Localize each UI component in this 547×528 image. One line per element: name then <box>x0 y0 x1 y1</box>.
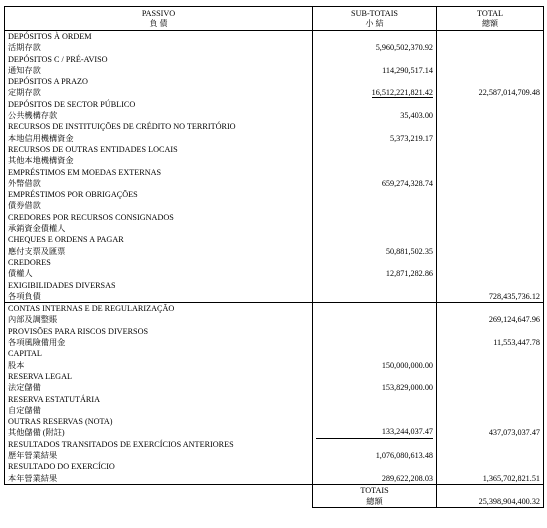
account-name-cn: 法定儲備 <box>8 383 41 393</box>
total-value: 22,587,014,709.48 <box>478 88 540 98</box>
account-cell <box>5 416 313 439</box>
subtotal-cell <box>313 99 437 122</box>
account-cell <box>5 212 313 235</box>
account-name-cn: 本地信用機構資金 <box>8 133 74 143</box>
total-cell <box>437 54 544 77</box>
account-name-pt: EXIGIBILIDADES DIVERSAS <box>8 280 116 290</box>
total-cell <box>437 212 544 235</box>
account-cell <box>5 348 313 371</box>
account-name-cn: 債權人 <box>8 269 33 279</box>
total-cell <box>437 371 544 394</box>
header-subtotais-cn: 小 結 <box>365 18 384 28</box>
subtotal-value: 114,290,517.14 <box>382 65 433 75</box>
account-name-cn: 通知存款 <box>8 65 41 75</box>
account-name-pt: RESERVA LEGAL <box>8 371 73 381</box>
subtotal-cell <box>313 303 437 326</box>
account-name-pt: RESULTADO DO EXERCÍCIO <box>8 462 115 472</box>
account-cell <box>5 234 313 257</box>
account-cell <box>5 76 313 99</box>
liabilities-table <box>4 6 544 508</box>
subtotal-cell <box>313 257 437 280</box>
totals-label <box>5 484 313 508</box>
subtotal-value: 153,829,000.00 <box>381 383 433 393</box>
subtotal-cell <box>313 326 437 349</box>
table-row <box>5 144 544 167</box>
account-cell <box>5 54 313 77</box>
subtotal-value: 289,622,208.03 <box>381 473 433 483</box>
total-cell <box>437 121 544 144</box>
subtotal-value: 5,373,219.17 <box>390 133 433 143</box>
subtotal-cell <box>313 416 437 439</box>
total-cell <box>437 31 544 54</box>
account-name-pt: CREDORES POR RECURSOS CONSIGNADOS <box>8 212 174 222</box>
table-row <box>5 394 544 417</box>
account-name-cn: 本年營業結果 <box>8 473 58 483</box>
account-name-pt: RECURSOS DE INSTITUIÇÕES DE CRÉDITO NO TERRITÓRIO <box>8 122 236 132</box>
table-row <box>5 257 544 280</box>
subtotal-cell <box>313 371 437 394</box>
subtotal-cell <box>313 348 437 371</box>
account-name-pt: DEPÓSITOS C / PRÉ-AVISO <box>8 54 108 64</box>
subtotal-cell <box>313 234 437 257</box>
table-header <box>5 7 544 31</box>
total-value: 728,435,736.12 <box>488 291 540 301</box>
total-cell <box>437 439 544 462</box>
account-cell <box>5 257 313 280</box>
totals-label-cell <box>313 484 437 508</box>
header-passivo-pt: PASSIVO <box>141 8 176 18</box>
header-subtotais <box>313 7 437 31</box>
header-total <box>437 7 544 31</box>
subtotal-cell <box>313 31 437 54</box>
table-row <box>5 371 544 394</box>
subtotal-value: 150,000,000.00 <box>381 360 433 370</box>
subtotal-value: 12,871,282.86 <box>385 269 433 279</box>
subtotal-cell <box>313 461 437 484</box>
table-row <box>5 121 544 144</box>
grand-total-value: 25,398,904,400.32 <box>478 497 540 507</box>
account-cell <box>5 144 313 167</box>
total-cell <box>437 461 544 484</box>
total-cell <box>437 99 544 122</box>
account-cell <box>5 99 313 122</box>
total-value: 1,365,702,821.51 <box>482 473 540 483</box>
table-row <box>5 416 544 439</box>
table-row <box>5 439 544 462</box>
account-name-cn: 各項風險備用金 <box>8 338 66 348</box>
total-cell <box>437 189 544 212</box>
totals-row <box>5 484 544 508</box>
account-name-pt: RESERVA ESTATUTÁRIA <box>8 394 101 404</box>
table-row <box>5 212 544 235</box>
account-name-cn: 債券借款 <box>8 201 41 211</box>
account-name-cn: 外幣借款 <box>8 178 41 188</box>
account-name-pt: EMPRÉSTIMOS POR OBRIGAÇÕES <box>8 190 138 200</box>
table-row <box>5 461 544 484</box>
subtotal-cell <box>313 121 437 144</box>
total-value: 437,073,037.47 <box>488 428 540 438</box>
table-row <box>5 234 544 257</box>
account-name-pt: CONTAS INTERNAS E DE REGULARIZAÇÃO <box>8 304 175 314</box>
account-name-pt: DEPÓSITOS A PRAZO <box>8 77 88 87</box>
account-name-cn: 各項負債 <box>8 291 41 301</box>
account-cell <box>5 167 313 190</box>
header-total-pt: TOTAL <box>476 8 504 18</box>
account-cell <box>5 394 313 417</box>
table-row <box>5 76 544 99</box>
account-name-cn: 定期存款 <box>8 88 41 98</box>
account-name-pt: PROVISÕES PARA RISCOS DIVERSOS <box>8 326 149 336</box>
table-row <box>5 167 544 190</box>
subtotal-cell <box>313 76 437 99</box>
grand-total-cell <box>437 484 544 508</box>
account-cell <box>5 439 313 462</box>
totals-label-pt: TOTAIS <box>360 485 389 495</box>
total-cell <box>437 416 544 439</box>
account-name-cn: 股本 <box>8 360 25 370</box>
total-cell <box>437 348 544 371</box>
table-row <box>5 54 544 77</box>
total-cell <box>437 167 544 190</box>
subtotal-cell <box>313 439 437 462</box>
account-name-cn: 應付支票及匯票 <box>8 246 66 256</box>
account-name-cn: 其他儲備 (附註) <box>8 428 65 438</box>
header-total-cn: 總額 <box>482 18 498 28</box>
header-passivo-cn: 負 債 <box>149 18 168 28</box>
subtotal-cell <box>313 394 437 417</box>
account-cell <box>5 31 313 54</box>
account-name-cn: 歷年營業結果 <box>8 450 58 460</box>
totals-label-cn: 總額 <box>366 497 383 507</box>
subtotal-value: 16,512,221,821.42 <box>371 88 433 98</box>
subtotal-cell <box>313 280 437 303</box>
total-cell <box>437 394 544 417</box>
total-cell <box>437 326 544 349</box>
account-name-pt: CHEQUES E ORDENS A PAGAR <box>8 235 124 245</box>
header-passivo <box>5 7 313 31</box>
total-cell <box>437 257 544 280</box>
total-cell <box>437 303 544 326</box>
account-cell <box>5 461 313 484</box>
account-name-cn: 公共機構存款 <box>8 111 58 121</box>
account-name-cn: 自定儲備 <box>8 405 41 415</box>
account-name-pt: DEPÓSITOS DE SECTOR PÚBLICO <box>8 99 136 109</box>
total-cell <box>437 76 544 99</box>
account-cell <box>5 189 313 212</box>
header-subtotais-pt: SUB-TOTAIS <box>351 8 398 18</box>
account-name-pt: RECURSOS DE OUTRAS ENTIDADES LOCAIS <box>8 144 178 154</box>
subtotal-cell <box>313 212 437 235</box>
subtotal-cell <box>313 54 437 77</box>
account-name-pt: CREDORES <box>8 257 51 267</box>
table-row <box>5 189 544 212</box>
subtotal-value: 50,881,502.35 <box>385 246 433 256</box>
table-row <box>5 348 544 371</box>
subtotal-value: 5,960,502,370.92 <box>375 43 433 53</box>
total-cell <box>437 280 544 303</box>
account-cell <box>5 326 313 349</box>
total-cell <box>437 144 544 167</box>
account-cell <box>5 303 313 326</box>
account-name-pt: EMPRÉSTIMOS EM MOEDAS EXTERNAS <box>8 167 162 177</box>
account-name-cn: 活期存款 <box>8 43 41 53</box>
total-value: 11,553,447.78 <box>493 338 540 348</box>
account-cell <box>5 371 313 394</box>
account-name-cn: 承銷資金債權人 <box>8 224 66 234</box>
table-row <box>5 99 544 122</box>
subtotal-cell <box>313 144 437 167</box>
table-row <box>5 31 544 54</box>
total-cell <box>437 234 544 257</box>
account-name-pt: RESULTADOS TRANSITADOS DE EXERCÍCIOS ANTERIORES <box>8 439 234 449</box>
account-name-pt: CAPITAL <box>8 349 42 359</box>
subtotal-value: 35,403.00 <box>400 111 433 121</box>
total-value: 269,124,647.96 <box>488 315 540 325</box>
subtotal-cell <box>313 189 437 212</box>
account-name-cn: 其他本地機構資金 <box>8 156 74 166</box>
subtotal-value: 659,274,328.74 <box>381 178 433 188</box>
subtotal-value: 133,244,037.47 <box>316 426 433 438</box>
account-cell <box>5 121 313 144</box>
table-row <box>5 303 544 326</box>
account-name-pt: DEPÓSITOS À ORDEM <box>8 32 92 41</box>
account-name-pt: OUTRAS RESERVAS (NOTA) <box>8 417 113 427</box>
subtotal-value: 1,076,080,613.48 <box>375 450 433 460</box>
table-row <box>5 280 544 303</box>
subtotal-cell <box>313 167 437 190</box>
table-row <box>5 326 544 349</box>
account-cell <box>5 280 313 303</box>
account-name-cn: 內部及調整賬 <box>8 315 58 325</box>
